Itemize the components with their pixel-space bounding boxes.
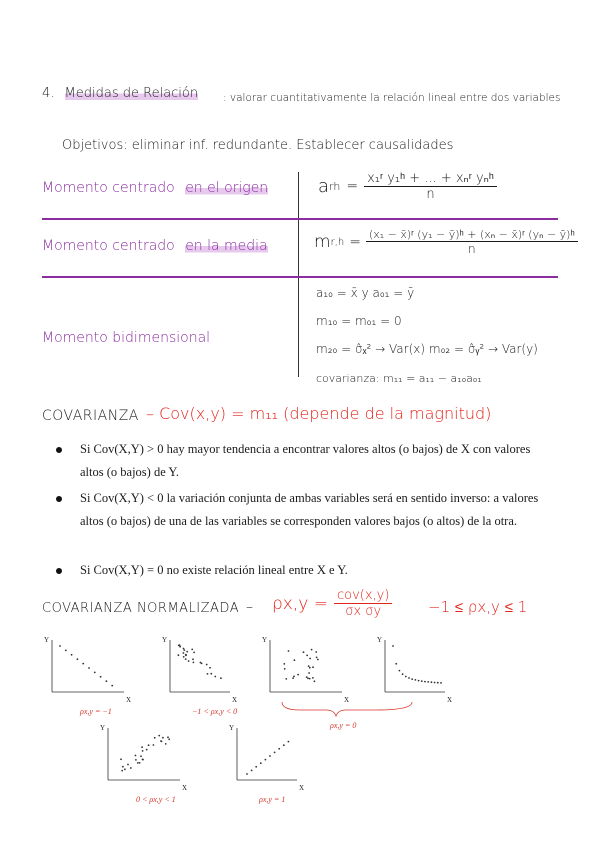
data-point — [293, 676, 295, 678]
data-point — [294, 659, 296, 661]
normalized-numerator: cov(x,y) — [334, 588, 392, 604]
data-point — [306, 655, 308, 657]
data-point — [440, 682, 442, 684]
data-point — [312, 677, 314, 679]
data-point — [94, 672, 96, 674]
axis-x-label: X — [232, 696, 238, 704]
data-point — [317, 659, 319, 661]
data-point — [274, 752, 276, 754]
data-point — [77, 658, 79, 660]
data-point — [283, 744, 285, 746]
data-point — [285, 678, 287, 680]
covariance-bullet-1: Si Cov(X,Y) > 0 hay mayor tendencia a encontrar valores altos (o bajos) de X con valores altos (o bajos) de Y. — [80, 442, 531, 479]
section-description: : valorar cuantitativamente la relación lineal entre dos variables — [223, 92, 561, 104]
data-point — [316, 657, 318, 659]
data-point — [124, 768, 126, 770]
data-point — [162, 737, 164, 739]
axis-y-label: Y — [162, 636, 168, 644]
origin-numerator: x₁ʳ y₁ʰ + ... + xₙʳ yₙʰ — [364, 170, 497, 187]
bullet-dot — [56, 496, 62, 502]
data-point — [137, 762, 139, 764]
axis-y-label: Y — [377, 636, 383, 644]
axis-y-label: Y — [44, 636, 50, 644]
objectives-text: Objetivos: eliminar inf. redundante. Establecer causalidades — [62, 138, 454, 153]
data-point — [65, 650, 67, 652]
data-point — [402, 673, 404, 675]
data-point — [168, 738, 170, 740]
correlation-plots — [0, 630, 599, 830]
normalized-dash: – — [246, 599, 253, 615]
axis-x-label: X — [299, 784, 305, 792]
data-point — [192, 658, 194, 660]
data-point — [309, 678, 311, 680]
table-divider-2 — [42, 276, 558, 278]
data-point — [100, 676, 102, 678]
data-point — [88, 667, 90, 669]
covariance-title: COVARIANZA — [42, 408, 139, 424]
data-point — [315, 651, 317, 653]
normalized-formula: ρx,y = $\frac{\text{cov(x,y)}}{\text{σx σy}}$ — [272, 588, 392, 619]
data-point — [188, 660, 190, 662]
section-heading — [42, 86, 198, 101]
data-point — [307, 678, 309, 680]
data-point — [121, 770, 123, 772]
data-point — [120, 758, 122, 760]
origin-denominator: n — [426, 187, 435, 202]
data-point — [154, 737, 156, 739]
data-point — [306, 676, 308, 678]
data-point — [193, 662, 195, 664]
bullet-dot — [56, 447, 62, 453]
data-point — [186, 651, 188, 653]
data-point — [210, 673, 212, 675]
bidimensional-line-3: m₂₀ = σ̂ₓ² → Var(x) m₀₂ = σ̂ᵧ² → Var(y) — [316, 342, 538, 356]
data-point — [408, 677, 410, 679]
data-point — [418, 680, 420, 682]
data-point — [183, 656, 185, 658]
moment-bidimensional-label: Momento bidimensional — [42, 330, 211, 346]
data-point — [135, 759, 137, 761]
data-point — [424, 681, 426, 683]
data-point — [193, 652, 195, 654]
section-number: 4. — [42, 86, 55, 101]
data-point — [278, 748, 280, 750]
bullet-dot — [56, 568, 62, 574]
moment-mean-formula: m r,h = $\frac{\text{(x₁ − x̄)ʳ (y₁ − ȳ)ʰ + (xₙ − x̄)ʳ (yₙ − ȳ)ʰ}}{n}$ — [314, 228, 578, 256]
data-point — [206, 664, 208, 666]
caption-brace — [282, 702, 412, 716]
data-point — [297, 674, 299, 676]
data-point — [122, 766, 124, 768]
data-point — [165, 743, 167, 745]
data-point — [82, 663, 84, 665]
data-point — [201, 663, 203, 665]
data-point — [427, 681, 429, 683]
data-point — [140, 755, 142, 757]
data-point — [392, 645, 394, 647]
table-divider-vertical — [298, 172, 299, 377]
data-point — [399, 670, 401, 672]
data-point — [309, 667, 311, 669]
data-point — [255, 766, 257, 768]
data-point — [288, 741, 290, 743]
bidimensional-line-4: covarianza: m₁₁ = a₁₁ − a₁₀a₀₁ — [316, 372, 482, 385]
data-point — [141, 746, 143, 748]
data-point — [111, 685, 113, 687]
plot-caption: ρx,y = 0 — [330, 721, 357, 730]
data-point — [220, 677, 222, 679]
normalized-title: COVARIANZA NORMALIZADA — [42, 601, 240, 616]
data-point — [139, 762, 141, 764]
bidimensional-line-1: a₁₀ = x̄ y a₀₁ = ȳ — [316, 286, 415, 300]
data-point — [179, 644, 181, 646]
data-point — [135, 755, 137, 757]
moment-origin-label: Momento centrado en el origen — [42, 180, 269, 196]
axis-y-label: Y — [229, 724, 235, 732]
data-point — [183, 648, 185, 650]
data-point — [183, 649, 185, 651]
data-point — [314, 680, 316, 682]
covariance-bullet-2: Si Cov(X,Y) < 0 la variación conjunta de ambas variables será en sentido inverso: a valores altos (o bajos) de una de las variables se corresponden valores bajos (o altos) de la otra. — [80, 491, 539, 528]
axis-x-label: X — [447, 696, 453, 704]
data-point — [311, 649, 313, 651]
data-point — [421, 680, 423, 682]
axis-x-label: X — [344, 696, 350, 704]
data-point — [265, 759, 267, 761]
data-point — [130, 767, 132, 769]
mean-numerator: (x₁ − x̄)ʳ (y₁ − ȳ)ʰ + (xₙ − x̄)ʳ (yₙ − ȳ)ʰ — [366, 228, 578, 242]
plot-caption: 0 < ρx,y < 1 — [136, 795, 176, 804]
axis-y-label: Y — [100, 724, 106, 732]
plot-caption: ρx,y = 1 — [259, 795, 286, 804]
section-title: Medidas de Relación — [64, 86, 199, 101]
data-point — [158, 735, 160, 737]
data-point — [209, 667, 211, 669]
data-point — [260, 762, 262, 764]
data-point — [269, 755, 271, 757]
data-point — [405, 676, 407, 678]
covariance-formula: – Cov(x,y) = m₁₁ (depende de la magnitud) — [146, 404, 492, 423]
plot-caption: ρx,y = −1 — [80, 707, 112, 716]
table-divider-1 — [42, 218, 558, 220]
data-point — [191, 649, 193, 651]
data-point — [178, 654, 180, 656]
moment-origin-formula: a rh = $\frac{\text{x₁ʳ y₁ʰ + ... + xₙʳ yₙʰ}}{n}$ — [318, 170, 497, 202]
data-point — [207, 673, 209, 675]
data-point — [160, 740, 162, 742]
data-point — [309, 658, 311, 660]
data-point — [431, 681, 433, 683]
data-point — [303, 651, 305, 653]
data-point — [148, 744, 150, 746]
plots-group — [44, 636, 452, 804]
mean-denominator: n — [468, 242, 476, 256]
plot-caption: −1 < ρx,y < 0 — [192, 707, 238, 716]
data-point — [185, 658, 187, 660]
data-point — [214, 676, 216, 678]
data-point — [288, 650, 290, 652]
data-point — [411, 678, 413, 680]
data-point — [246, 773, 248, 775]
data-point — [251, 770, 253, 772]
data-point — [59, 645, 61, 647]
covariance-bullet-3: Si Cov(X,Y) = 0 no existe relación lineal entre X e Y. — [80, 563, 348, 577]
normalized-denominator: σx σy — [345, 604, 382, 619]
data-point — [437, 682, 439, 684]
data-point — [395, 663, 397, 665]
data-point — [142, 759, 144, 761]
axis-y-label: Y — [262, 636, 268, 644]
data-point — [183, 652, 185, 654]
data-point — [284, 668, 286, 670]
data-point — [185, 654, 187, 656]
normalized-range: −1 ≤ ρx,y ≤ 1 — [428, 598, 528, 616]
moment-mean-label: Momento centrado en la media — [42, 238, 268, 254]
data-point — [153, 744, 155, 746]
data-point — [283, 663, 285, 665]
data-point — [415, 679, 417, 681]
data-point — [71, 654, 73, 656]
data-point — [127, 764, 129, 766]
bidimensional-line-2: m₁₀ = m₀₁ = 0 — [316, 314, 402, 328]
data-point — [308, 665, 310, 667]
axis-x-label: X — [126, 696, 132, 704]
data-point — [434, 682, 436, 684]
data-point — [312, 666, 314, 668]
data-point — [142, 750, 144, 752]
data-point — [308, 672, 310, 674]
axis-x-label: X — [182, 784, 188, 792]
data-point — [106, 680, 108, 682]
data-point — [146, 749, 148, 751]
data-point — [167, 736, 169, 738]
data-point — [292, 677, 294, 679]
